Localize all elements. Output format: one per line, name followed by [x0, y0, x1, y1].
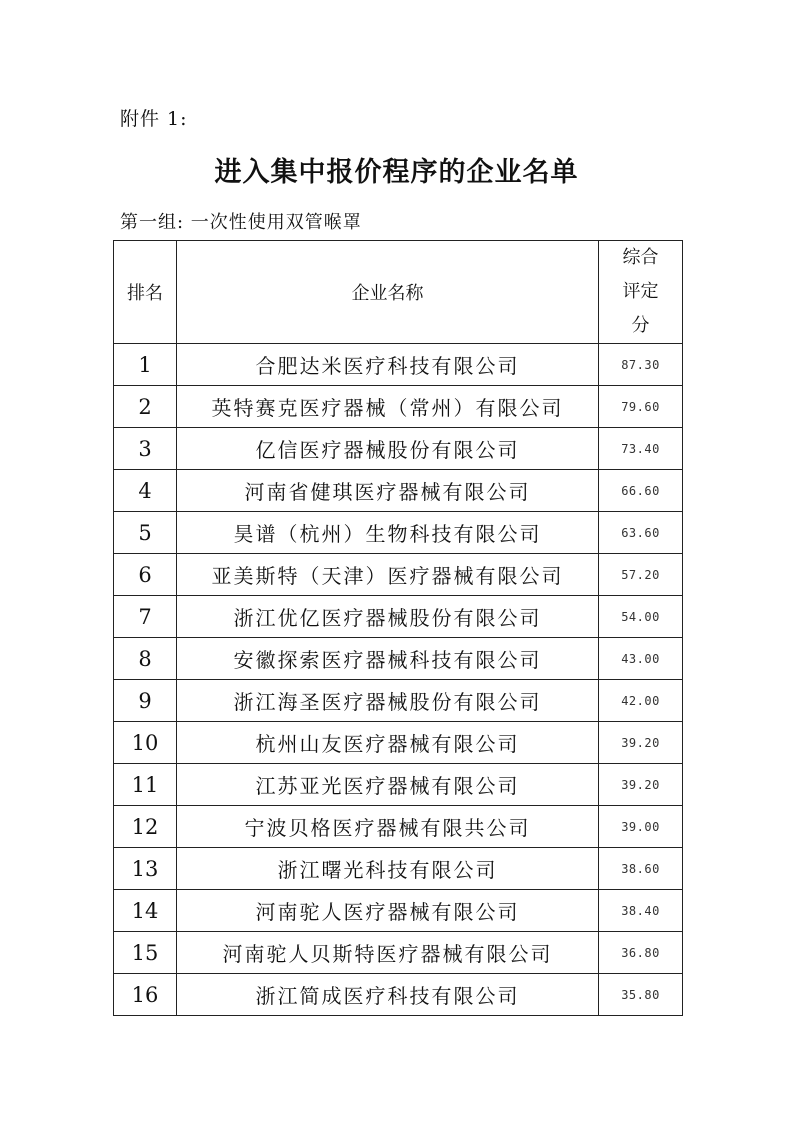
header-rank: 排名 [114, 241, 177, 344]
company-name-cell: 英特赛克医疗器械（常州）有限公司 [177, 386, 599, 428]
table-row [114, 554, 683, 596]
rank-cell: 7 [114, 596, 177, 638]
rank-cell: 15 [114, 932, 177, 974]
header-score [599, 241, 683, 344]
table-row [114, 764, 683, 806]
rank-cell: 9 [114, 680, 177, 722]
table-row [114, 680, 683, 722]
company-name-cell: 昊谱（杭州）生物科技有限公司 [177, 512, 599, 554]
rank-cell: 14 [114, 890, 177, 932]
score-cell: 38.40 [599, 890, 683, 932]
company-name-cell: 河南省健琪医疗器械有限公司 [177, 470, 599, 512]
table-row [114, 512, 683, 554]
table-row [114, 428, 683, 470]
company-name-cell: 浙江海圣医疗器械股份有限公司 [177, 680, 599, 722]
score-cell: 39.00 [599, 806, 683, 848]
table-row [114, 932, 683, 974]
rank-cell: 8 [114, 638, 177, 680]
score-cell: 66.60 [599, 470, 683, 512]
company-name-cell: 河南驼人贝斯特医疗器械有限公司 [177, 932, 599, 974]
table-row [114, 806, 683, 848]
company-name-cell: 亿信医疗器械股份有限公司 [177, 428, 599, 470]
rank-cell: 1 [114, 344, 177, 386]
table-row [114, 722, 683, 764]
rank-cell: 2 [114, 386, 177, 428]
rank-cell: 10 [114, 722, 177, 764]
company-name-cell: 浙江简成医疗科技有限公司 [177, 974, 599, 1016]
rank-cell: 3 [114, 428, 177, 470]
score-cell: 73.40 [599, 428, 683, 470]
score-cell: 42.00 [599, 680, 683, 722]
table-header-row [114, 241, 683, 344]
score-cell: 87.30 [599, 344, 683, 386]
score-cell: 63.60 [599, 512, 683, 554]
company-name-cell: 亚美斯特（天津）医疗器械有限公司 [177, 554, 599, 596]
table-row [114, 344, 683, 386]
table-row [114, 638, 683, 680]
rank-cell: 6 [114, 554, 177, 596]
company-name-cell: 杭州山友医疗器械有限公司 [177, 722, 599, 764]
table-row [114, 386, 683, 428]
score-cell: 43.00 [599, 638, 683, 680]
company-name-cell: 宁波贝格医疗器械有限共公司 [177, 806, 599, 848]
company-name-cell: 浙江优亿医疗器械股份有限公司 [177, 596, 599, 638]
table-row [114, 848, 683, 890]
page-title: 进入集中报价程序的企业名单 [214, 157, 579, 188]
score-cell: 35.80 [599, 974, 683, 1016]
score-cell: 39.20 [599, 722, 683, 764]
score-cell: 39.20 [599, 764, 683, 806]
company-name-cell: 浙江曙光科技有限公司 [177, 848, 599, 890]
score-cell: 79.60 [599, 386, 683, 428]
company-name-cell: 河南驼人医疗器械有限公司 [177, 890, 599, 932]
table-row [114, 470, 683, 512]
rank-cell: 13 [114, 848, 177, 890]
table-row [114, 890, 683, 932]
rank-cell: 5 [114, 512, 177, 554]
table-body [114, 344, 683, 1016]
score-cell: 54.00 [599, 596, 683, 638]
rank-cell: 12 [114, 806, 177, 848]
attachment-label: 附件 1: [120, 108, 188, 130]
rank-cell: 11 [114, 764, 177, 806]
score-cell: 57.20 [599, 554, 683, 596]
header-score-label: 综合评定分 [622, 247, 659, 336]
company-name-cell: 合肥达米医疗科技有限公司 [177, 344, 599, 386]
company-name-cell: 江苏亚光医疗器械有限公司 [177, 764, 599, 806]
rank-cell: 16 [114, 974, 177, 1016]
enterprise-table [113, 240, 683, 1016]
score-cell: 38.60 [599, 848, 683, 890]
company-name-cell: 安徽探索医疗器械科技有限公司 [177, 638, 599, 680]
rank-cell: 4 [114, 470, 177, 512]
table-row [114, 596, 683, 638]
header-company: 企业名称 [177, 241, 599, 344]
group-label: 第一组: 一次性使用双管喉罩 [120, 212, 362, 233]
table-row [114, 974, 683, 1016]
score-cell: 36.80 [599, 932, 683, 974]
